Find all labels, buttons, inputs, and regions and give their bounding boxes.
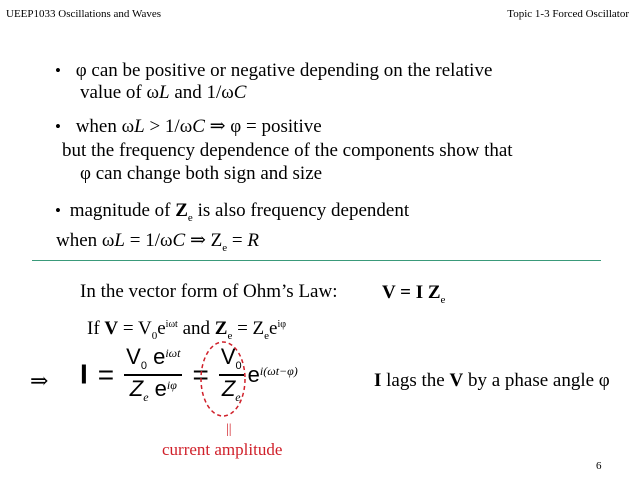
highlight-ellipse — [198, 339, 248, 419]
bullet-1: • φ can be positive or negative depending on the relative — [55, 60, 493, 81]
current-equation: I = $\frac{V_0 e^{i\omega t}}{Z_e e^{i\varphi}}$ = $\frac{V_0}{Z_e}$ $e^{i(\omega t-\varphi)}$ — [80, 344, 298, 404]
bullet-2: • when ωL > 1/ωC ⇒ φ = positive — [55, 116, 322, 137]
bullet-1-line-2: value of ωL and 1/ωC — [80, 82, 247, 103]
section-divider — [32, 260, 601, 261]
bullet-3: • magnitude of $Z_e$ is also frequency dependent — [55, 200, 410, 224]
bullet-2-line-3: φ can change both sign and size — [80, 163, 323, 184]
topic-title: Topic 1-3 Forced Oscillator — [507, 8, 629, 20]
course-title: UEEP1033 Oscillations and Waves — [6, 8, 162, 20]
bullet-dot-icon: • — [55, 117, 61, 136]
bullet-dot-icon: • — [55, 61, 61, 80]
page-number: 6 — [596, 460, 602, 472]
bullet-2-line-2: but the frequency dependence of the components show that — [62, 140, 513, 161]
lag-statement: I lags the V by a phase angle φ — [374, 370, 610, 391]
bullet-dot-icon: • — [55, 201, 61, 220]
bullet-3-line-2: when ωL = 1/ωC ⇒ $Z_e = R$ — [56, 230, 259, 254]
fraction-2-current-amplitude: $\frac{V_0}{Z_e}$ — [220, 344, 242, 404]
current-amplitude-label: current amplitude — [162, 440, 283, 459]
implies-icon: ⇒ — [30, 368, 49, 393]
definition-line: If $V = V_0e^{i\omega t}$ and $Z_e = Z_ee^{i\varphi}$ — [87, 318, 287, 342]
ohm-intro: In the vector form of Ohm’s Law: — [80, 281, 338, 302]
equation-I: I — [80, 358, 88, 390]
fraction-1: $\frac{V_0 e^{i\omega t}}{Z_e e^{i\varphi}}$ — [126, 344, 181, 404]
ohm-law: V = I $Z_e$ — [382, 282, 446, 306]
equals-mark: || — [226, 422, 232, 437]
